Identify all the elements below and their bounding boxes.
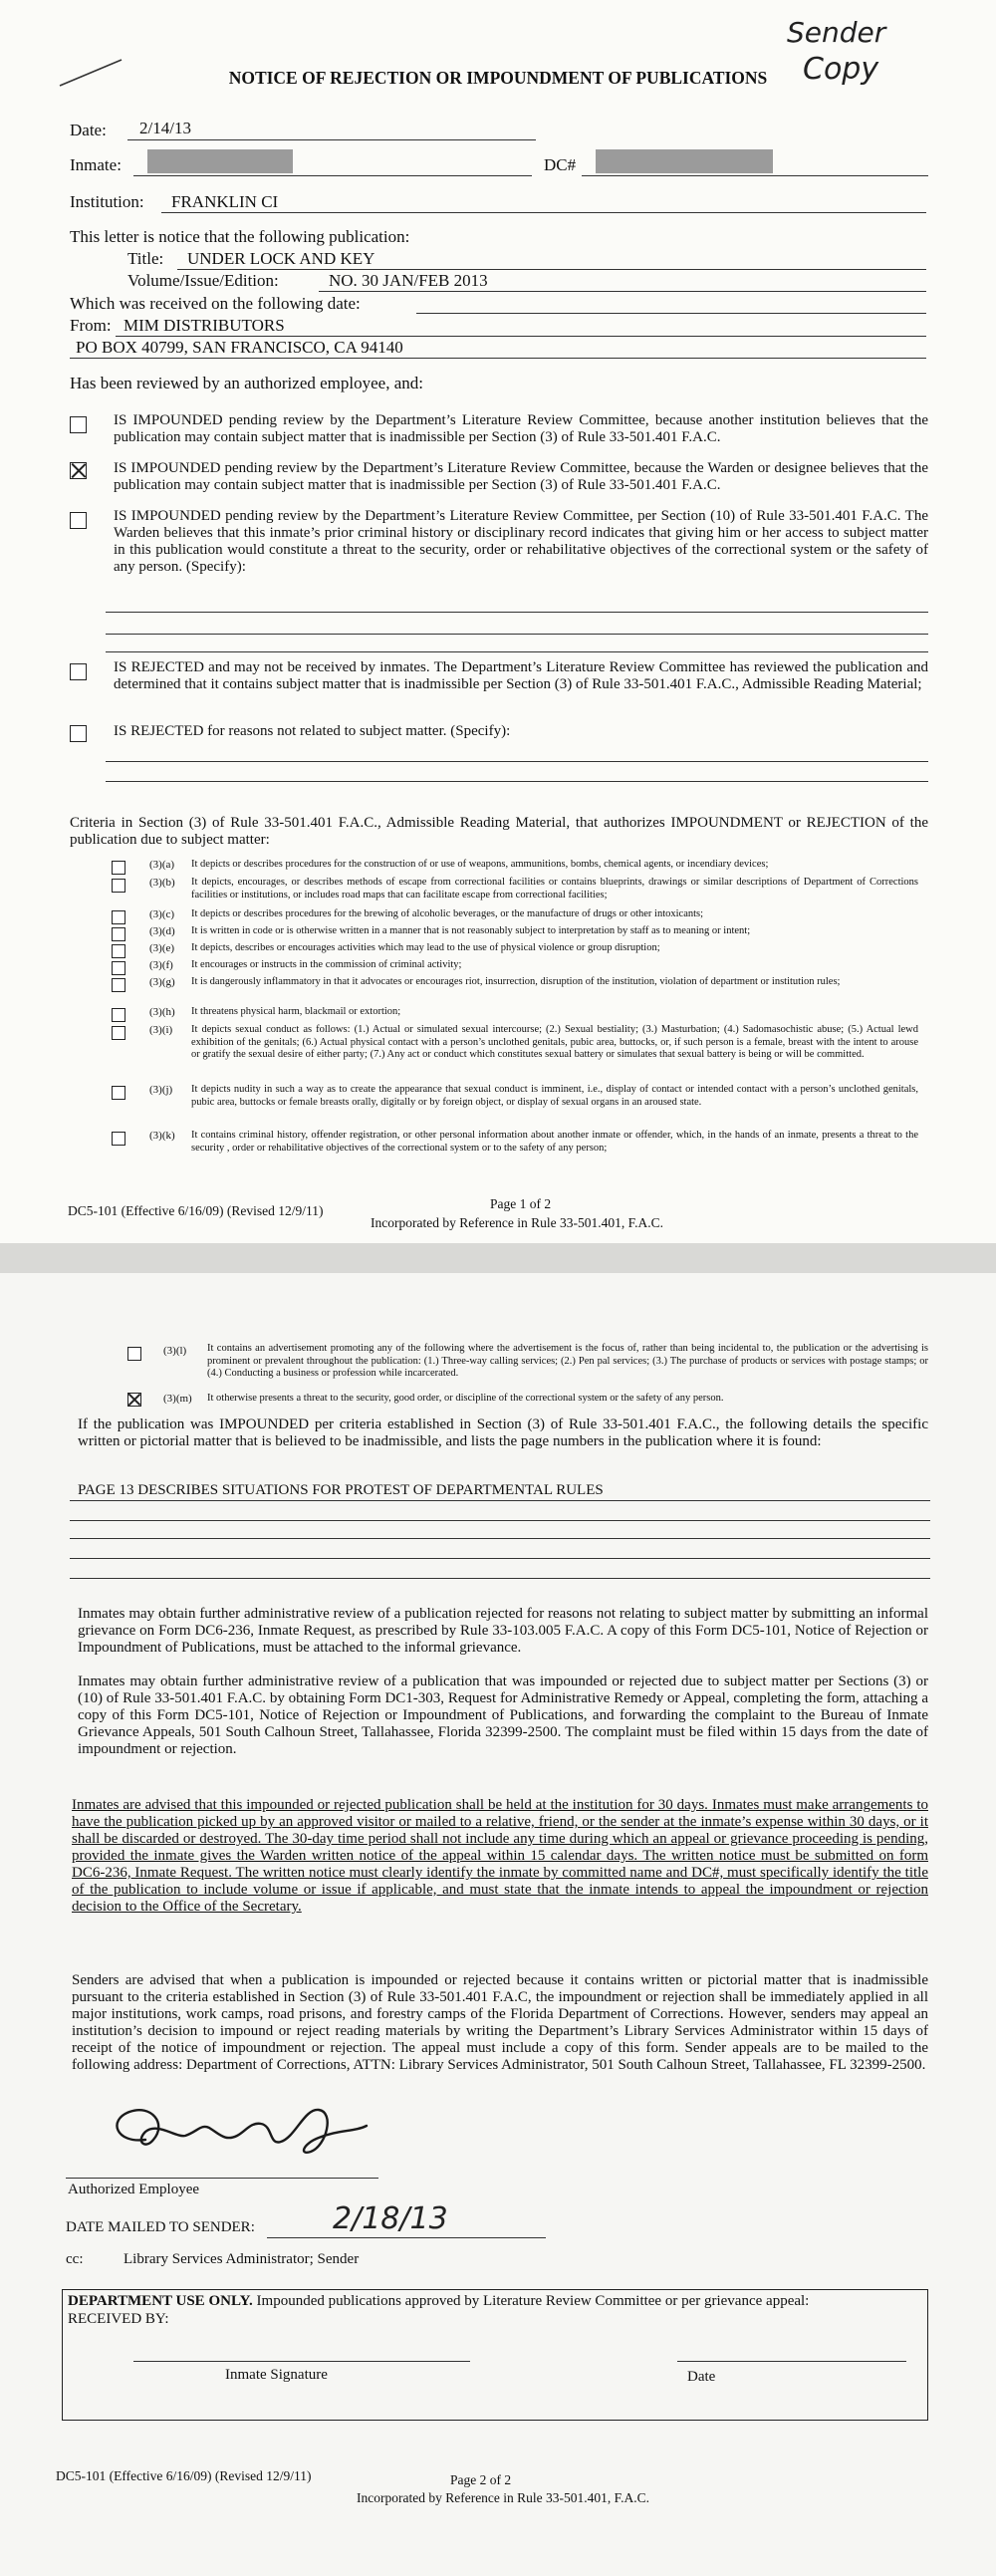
footer2-page-number: Page 2 of 2	[450, 2472, 512, 2487]
criterion-3k-checkbox[interactable]	[112, 1132, 125, 1146]
publication-title-value: UNDER LOCK AND KEY	[187, 249, 375, 268]
cc-value: Library Services Administrator; Sender	[124, 2251, 360, 2267]
criterion-3b-code: (3)(b)	[149, 877, 175, 889]
criterion-3c-checkbox[interactable]	[112, 910, 125, 924]
criterion-3m-checkbox[interactable]	[127, 1393, 141, 1407]
date-value: 2/14/13	[139, 119, 191, 137]
criterion-3l-code: (3)(l)	[163, 1345, 187, 1357]
criterion-3b-checkbox[interactable]	[112, 879, 125, 893]
annotation-copy: Copy	[803, 52, 879, 87]
criterion-3e-text: It depicts, describes or encourages activities which may lead to the use of physical violence or group disruption;	[191, 942, 660, 953]
received-text: Which was received on the following date:	[70, 294, 361, 313]
footer2-form-number: DC5-101 (Effective 6/16/09) (Revised 12/9/11)	[56, 2468, 312, 2483]
criterion-3g-checkbox[interactable]	[112, 978, 125, 992]
date-mailed-label: DATE MAILED TO SENDER:	[66, 2219, 255, 2235]
criterion-3h-code: (3)(h)	[149, 1006, 175, 1018]
publication-intro: This letter is notice that the following publication:	[70, 227, 410, 246]
criterion-3i-text: It depicts sexual conduct as follows: (1.) Actual or simulated sexual intercourse; (2.) Sexual bestiality; (3.) Masturbation; (4.) Sadomasochistic abuse; (5.) Actual lewd exhibition of the genitals; (6.) Actual physical contact with a person’s unclothed genitals, pubic area, buttocks, or, if such person is a female, breast with the intent to arouse or gratify the sexual desire of either party; (7.) Any act or conduct which constitutes sexual battery or simulates that sexual battery is being or will be committed.	[191, 1024, 918, 1060]
criterion-3h-checkbox[interactable]	[112, 1008, 125, 1022]
criterion-3l-text: It contains an advertisement promoting any of the following where the advertisement is the focus of, rather than being incidental to, the publication or the advertising is prominent or prevalent throughout the publication: (1.) Three-way calling services; (2.) Pen pal services; (3.) The purchase of products or services with postage stamps; or (4.) Conducting a business or profession while incarcerated.	[207, 1343, 928, 1379]
criterion-3f-checkbox[interactable]	[112, 961, 125, 975]
date-label-2: Date	[687, 2369, 716, 2385]
impounded-detail: PAGE 13 DESCRIBES SITUATIONS FOR PROTEST OF DEPARTMENTAL RULES	[78, 1482, 604, 1498]
option-3-checkbox[interactable]	[70, 512, 87, 529]
option-1-text: IS IMPOUNDED pending review by the Department’s Literature Review Committee, because another institution believes that the publication may contain subject matter that is inadmissible per Section (3) of Rule 33-501.401 F.A.C.	[114, 412, 928, 445]
criterion-3f-text: It encourages or instructs in the commission of criminal activity;	[191, 959, 462, 970]
annotation-sender: Sender	[787, 16, 886, 49]
criterion-3k-code: (3)(k)	[149, 1130, 175, 1142]
criterion-3f-code: (3)(f)	[149, 959, 173, 971]
criterion-3d-checkbox[interactable]	[112, 927, 125, 941]
redacted-dc-number	[596, 149, 773, 173]
review-paragraph-1: Inmates may obtain further administrative review of a publication rejected for reasons not relating to subject matter by submitting an informal grievance on Form DC6-236, Inmate Request, as prescribed by Rule 33-103.005 F.A.C. A copy of this Form DC5-101, Notice of Rejection or Impoundment of Publications, must be attached to the informal grievance.	[78, 1606, 928, 1656]
cc-label: cc:	[66, 2251, 84, 2267]
option-5-checkbox[interactable]	[70, 725, 87, 742]
criterion-3k-text: It contains criminal history, offender registration, or other personal information about another inmate or offender, which, in the hands of an inmate, presents a threat to the security , order or rehabilitative objectives of the correctional system or to the safety of any person;	[191, 1130, 918, 1154]
department-use-text: Impounded publications approved by Literature Review Committee or per grievance appeal:	[256, 2293, 810, 2309]
footer-incorporated: Incorporated by Reference in Rule 33-501.401, F.A.C.	[371, 1215, 663, 1230]
option-4-checkbox[interactable]	[70, 663, 87, 680]
received-by-label: RECEIVED BY:	[68, 2311, 169, 2327]
criteria-intro: Criteria in Section (3) of Rule 33-501.401 F.A.C., Admissible Reading Material, that authorizes IMPOUNDMENT or REJECTION of the publication due to subject matter:	[70, 815, 928, 848]
review-paragraph-2: Inmates may obtain further administrative review of a publication that was impounded or rejected due to subject matter per Sections (3) or (10) of Rule 33-501.401 F.A.C. by obtaining Form DC1-303, Request for Administrative Remedy or Appeal, completing the form, attaching a copy of this Form DC5-101, Notice of Rejection or Impoundment of Publications, and forwarding the complaint to the Bureau of Inmate Grievance Appeals, 501 South Calhoun Street, Tallahassee, Florida 32399-2500. The complaint must be filed within 15 days from the date of impoundment or rejection.	[78, 1674, 928, 1757]
criterion-3h-text: It threatens physical harm, blackmail or extortion;	[191, 1006, 401, 1017]
authorized-employee-label: Authorized Employee	[68, 2182, 200, 2197]
criterion-3g-code: (3)(g)	[149, 976, 175, 988]
inmate-label: Inmate:	[70, 155, 122, 174]
criterion-3m-text: It otherwise presents a threat to the security, good order, or discipline of the correctional system or the safety of any person.	[207, 1393, 724, 1404]
option-1-checkbox[interactable]	[70, 416, 87, 433]
criterion-3i-code: (3)(i)	[149, 1024, 173, 1036]
impounded-paragraph: If the publication was IMPOUNDED per criteria established in Section (3) of Rule 33-501.401 F.A.C., the following details the specific written or pictorial matter that is believed to be inadmissible, and lists the page numbers in the publication where it is found:	[78, 1417, 928, 1449]
criterion-3d-text: It is written in code or is otherwise written in a manner that is not reasonably subject to interpretation by staff as to meaning or intent;	[191, 925, 751, 936]
from-value: MIM DISTRIBUTORS	[124, 316, 285, 335]
footer-page-number: Page 1 of 2	[490, 1196, 552, 1211]
option-2-checkbox[interactable]	[70, 462, 87, 479]
criterion-3i-checkbox[interactable]	[112, 1026, 125, 1040]
redacted-inmate-name	[147, 149, 293, 173]
option-3-text: IS IMPOUNDED pending review by the Department’s Literature Review Committee, per Section (10) of Rule 33-501.401 F.A.C. The Warden believes that this inmate’s prior criminal history or disciplinary record indicates that giving him or her access to subject matter in this publication would constitute a threat to the security, order or rehabilitative objectives of the correctional system or the safety of any person. (Specify):	[114, 508, 928, 575]
criterion-3j-checkbox[interactable]	[112, 1086, 125, 1100]
reviewed-text: Has been reviewed by an authorized employee, and:	[70, 374, 423, 392]
sender-address: PO BOX 40799, SAN FRANCISCO, CA 94140	[76, 338, 403, 357]
criterion-3j-text: It depicts nudity in such a way as to create the appearance that sexual conduct is imminent, i.e., display of contact or intended contact with a person’s unclothed genitals, pubic area, buttocks or female breasts orally, digitally or by foreign object, or display of sexual organs in an aroused state.	[191, 1084, 918, 1108]
employee-signature	[106, 2102, 374, 2164]
senders-paragraph: Senders are advised that when a publication is impounded or rejected because it contains written or pictorial matter that is inadmissible pursuant to the criteria established in Section (3) of Rule 33-501.401 F.A.C, the impoundment or rejection shall be immediately applied in all major institutions, work camps, road prisons, and forestry camps of the Florida Department of Corrections. However, senders may appeal an institution’s decision to impound or reject reading materials by writing the Department’s Library Services Administrator within 15 days of receipt of the notice of impoundment or rejection. The appeal must include a copy of this form. Sender appeals are to be mailed to the following address: Department of Corrections, ATTN: Library Services Administrator, 501 South Calhoun Street, Tallahassee, FL 32399-2500.	[72, 1972, 928, 2073]
publication-title-label: Title:	[127, 249, 164, 268]
page-2	[0, 1273, 996, 2576]
criterion-3a-text: It depicts or describes procedures for the construction of or use of weapons, ammunitions, bombs, chemical agents, or incendiary devices;	[191, 859, 769, 870]
inmate-signature-label: Inmate Signature	[225, 2367, 328, 2383]
option-5-text: IS REJECTED for reasons not related to subject matter. (Specify):	[114, 723, 511, 739]
criterion-3c-text: It depicts or describes procedures for the brewing of alcoholic beverages, or the manufacture of drugs or other intoxicants;	[191, 908, 704, 919]
criterion-3g-text: It is dangerously inflammatory in that it advocates or encourages riot, insurrection, disruption of the institution, violation of department or institution rules;	[191, 976, 841, 987]
criterion-3a-code: (3)(a)	[149, 859, 175, 871]
page-title: NOTICE OF REJECTION OR IMPOUNDMENT OF PUBLICATIONS	[228, 68, 768, 88]
department-use-header	[68, 2293, 924, 2310]
institution-value: FRANKLIN CI	[171, 192, 279, 211]
criterion-3e-checkbox[interactable]	[112, 944, 125, 958]
option-4-text: IS REJECTED and may not be received by inmates. The Department’s Literature Review Committee has reviewed the publication and determined that it contains subject matter that is inadmissible per Section (3) of Rule 33-501.401 F.A.C., Admissible Reading Material;	[114, 659, 928, 692]
institution-label: Institution:	[70, 192, 144, 211]
option-2-text: IS IMPOUNDED pending review by the Department’s Literature Review Committee, because the Warden or designee believes that the publication may contain subject matter that is inadmissible per Section (3) of Rule 33-501.401 F.A.C.	[114, 460, 928, 493]
volume-value: NO. 30 JAN/FEB 2013	[329, 271, 488, 290]
advised-paragraph: Inmates are advised that this impounded or rejected publication shall be held at the institution for 30 days. Inmates must make arrangements to have the publication picked up by an approved visitor or mailed to a relative, friend, or the sender at the inmate’s expense within 30 days, or it shall be discarded or destroyed. The 30-day time period shall not include any time during which an appeal or grievance proceeding is pending, provided the inmate gives the Warden written notice of the appeal within 15 calendar days. The written notice must be submitted on form DC6-236, Inmate Request. The written notice must clearly identify the inmate by committed name and DC#, must specifically identify the title of the publication to include volume or issue if applicable, and must state that the inmate intends to appeal the impoundment or rejection decision to the Office of the Secretary.	[72, 1797, 928, 1915]
criterion-3d-code: (3)(d)	[149, 925, 175, 937]
date-label: Date:	[70, 121, 107, 139]
footer2-incorporated: Incorporated by Reference in Rule 33-501.401, F.A.C.	[357, 2490, 649, 2505]
dc-label: DC#	[544, 155, 577, 174]
criterion-3m-code: (3)(m)	[163, 1393, 192, 1405]
page-1	[0, 0, 996, 1243]
criterion-3c-code: (3)(c)	[149, 908, 175, 920]
footer-form-number: DC5-101 (Effective 6/16/09) (Revised 12/9/11)	[68, 1203, 324, 1218]
criterion-3a-checkbox[interactable]	[112, 861, 125, 875]
criterion-3b-text: It depicts, encourages, or describes methods of escape from correctional facilities or contains blueprints, drawings or similar descriptions of Department of Corrections facilities or institutions, or includes road maps that can facilitate escape from correctional facilities;	[191, 877, 918, 901]
criterion-3e-code: (3)(e)	[149, 942, 175, 954]
department-use-label: DEPARTMENT USE ONLY.	[68, 2293, 253, 2309]
criterion-3l-checkbox[interactable]	[127, 1347, 141, 1361]
criterion-3j-code: (3)(j)	[149, 1084, 173, 1096]
date-mailed-value: 2/18/13	[333, 2201, 448, 2236]
volume-label: Volume/Issue/Edition:	[127, 271, 279, 290]
from-label: From:	[70, 316, 112, 335]
